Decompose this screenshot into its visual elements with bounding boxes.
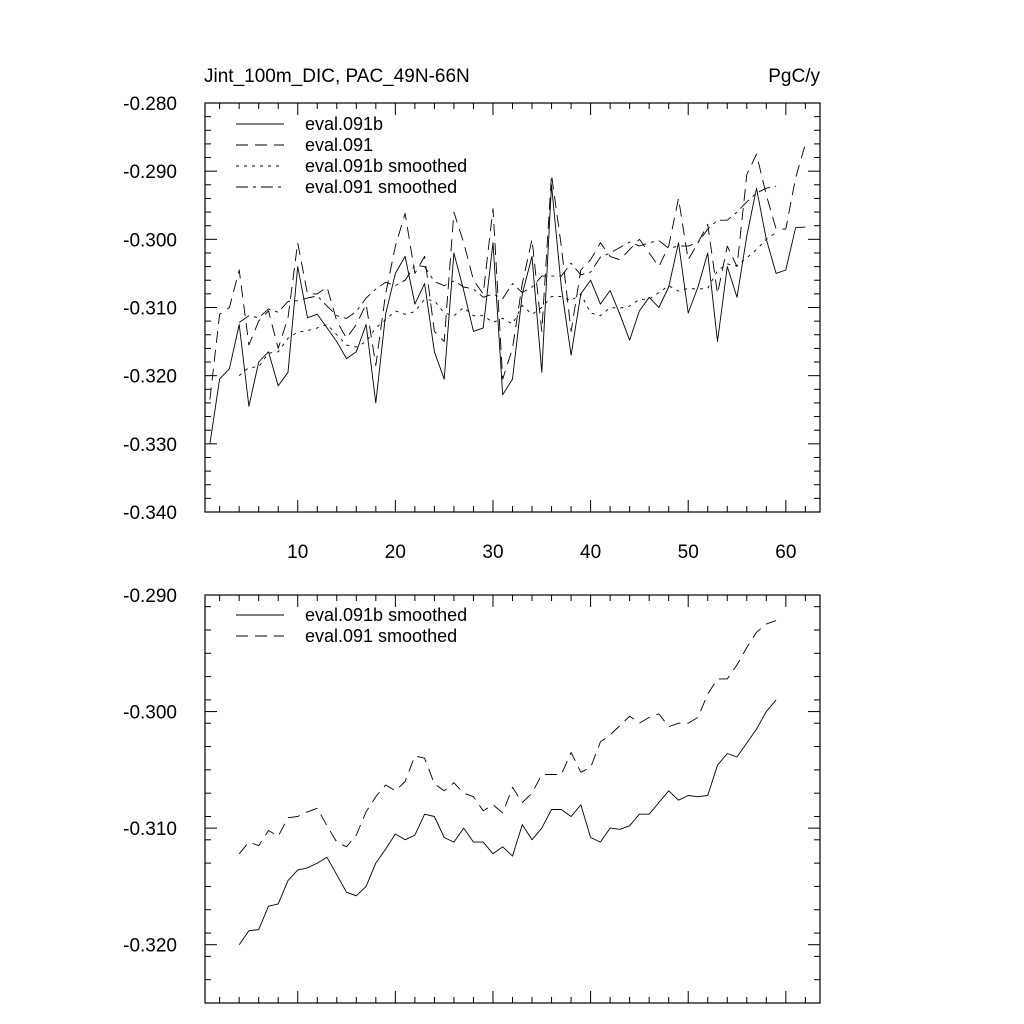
y-tick-label: -0.320 (123, 935, 177, 957)
y-tick-label: -0.290 (123, 162, 177, 184)
legend-label: eval.091 smoothed (305, 177, 458, 197)
y-tick-label: -0.330 (123, 434, 177, 456)
y-tick-label: -0.320 (123, 366, 177, 388)
y-tick-label: -0.340 (123, 503, 177, 524)
y-tick-label: -0.280 (123, 94, 177, 115)
legend-label: eval.091b (305, 114, 384, 134)
y-tick-label: -0.300 (123, 230, 177, 252)
units-label: PgC/y (768, 66, 820, 87)
x-tick-label: 60 (775, 542, 797, 563)
y-tick-label: -0.290 (123, 586, 177, 607)
y-tick-label: -0.300 (123, 702, 177, 724)
legend-label: eval.091b smoothed (305, 605, 468, 625)
x-tick-label: 20 (384, 542, 406, 563)
x-tick-label: 40 (580, 542, 602, 563)
y-tick-label: -0.310 (123, 298, 177, 320)
legend-label: eval.091 smoothed (305, 626, 458, 646)
y-tick-label: -0.310 (123, 819, 177, 841)
x-tick-label: 10 (287, 542, 309, 563)
legend-label: eval.091b smoothed (305, 156, 468, 176)
x-tick-label: 50 (677, 542, 699, 563)
chart-title: Jint_100m_DIC, PAC_49N-66N (204, 66, 470, 87)
x-tick-label: 30 (482, 542, 504, 563)
legend-label: eval.091 (305, 135, 374, 155)
